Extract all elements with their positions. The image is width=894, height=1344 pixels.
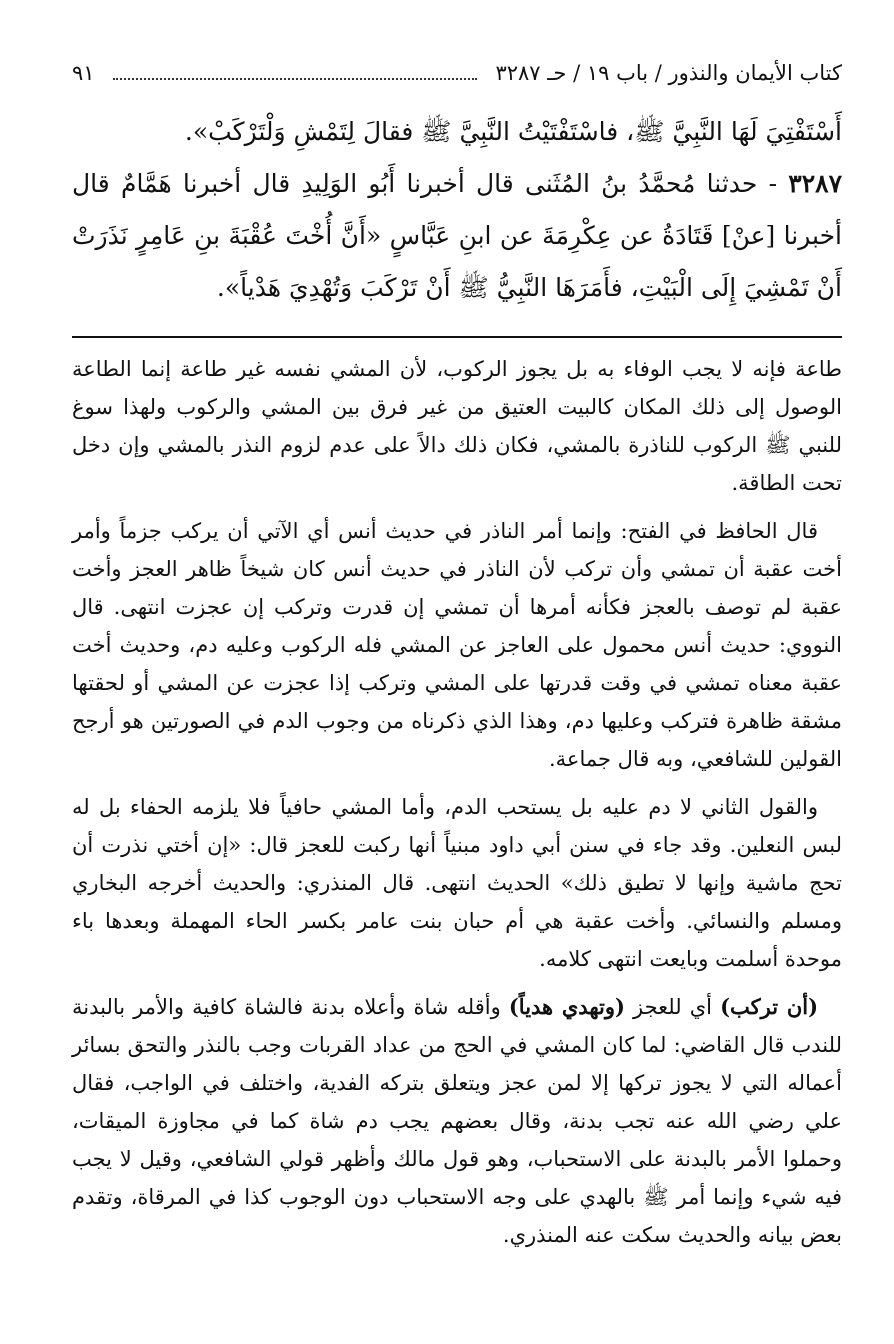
lemma-wa-tuhdi: (وتهدي هدياً) bbox=[508, 994, 625, 1019]
commentary-paragraph-3: والقول الثاني لا دم عليه بل يستحب الدم، وأما المشي حافياً فلا يلزمه الحفاء بل له لبس النعلين. وقد جاء في سنن أبي داود مبنياً أنها ركبت للعجز قال: «إن أختي نذرت أن تحج ماشية وإنها لا تطيق ذلك» الحديث انتهى. قال المنذري: والحديث أخرجه البخاري ومسلم والنسائي. وأخت عقبة هي أم حبان بنت عامر بكسر الحاء المهملة وبعدها باء موحدة أسلمت وبايعت انتهى كلامه. bbox=[72, 795, 842, 971]
hadith-dash: - bbox=[757, 169, 789, 198]
commentary-paragraph-4 bbox=[72, 988, 842, 1254]
commentary-text: أي للعجز bbox=[624, 995, 721, 1019]
hadith-3287 bbox=[72, 158, 842, 314]
hadith-block bbox=[72, 106, 842, 314]
lemma-an-tarkab: (أن تركب) bbox=[720, 994, 819, 1019]
book-page bbox=[72, 58, 842, 1264]
commentary-paragraph-2: قال الحافظ في الفتح: وإنما أمر الناذر في حديث أنس أي الآتي أن يركب جزماً وأمر أخت عقبة أن تمشي وأن تركب لأن الناذر في حديث أنس كان شيخاً ظاهر العجز وأخت عقبة لم توصف بالعجز فكأنه أمرها أن تمشي إن قدرت وتركب إن عجزت انتهى. قال النووي: حديث أنس محمول على العاجز عن المشي فله الركوب وعليه دم، وحديث أخت عقبة معناه تمشي في وقت قدرتها على المشي وتركب إذا عجزت عن المشي أو لحقتها مشقة ظاهرة فتركب وعليها دم، وهذا الذي ذكرناه من وجوب الدم في الصورتين هو أرجح القولين للشافعي، وبه قال جماعة. bbox=[72, 519, 842, 771]
commentary-text: وأقله شاة وأعلاه بدنة فالشاة كافية والأمر بالبدنة للندب قال القاضي: لما كان المشي في الحج من عداد القربات وجب بالنذر والتحق بسائر أعماله التي لا يجوز تركها إلا لمن عجز ويتعلق بتركه الفدية، واختلف في الواجب، فقال علي رضي الله عنه تجب بدنة، وقال بعضهم يجب دم شاة كما في مجاوزة الميقات، وحملوا الأمر بالبدنة على الاستحباب، وهو قول مالك وأظهر قولي الشافعي، وقيل لا يجب فيه شيء وإنما أمر ﷺ بالهدي على وجه الاستحباب دون الوجوب كذا في المرقاة، وتقدم بعض بيانه والحديث سكت عنه المنذري. bbox=[72, 995, 842, 1247]
commentary-block bbox=[72, 350, 842, 1254]
page-number: ٩١ bbox=[72, 61, 95, 85]
commentary-paragraph-1: طاعة فإنه لا يجب الوفاء به بل يجوز الركوب، لأن المشي نفسه غير طاعة إنما الطاعة الوصول إلى ذلك المكان كالبيت العتيق من غير فرق بين المشي والركوب ولهذا سوغ للنبي ﷺ الركوب للناذرة بالمشي، فكان ذلك دالاً على عدم لزوم النذر بالمشي وإن دخل تحت الطاقة. bbox=[72, 357, 842, 495]
header-dot-leader bbox=[113, 78, 478, 80]
hadith-text: حدثنا مُحمَّدُ بنُ المُثَنى قال أخبرنا أَبُو الوَلِيدِ قال أخبرنا هَمَّامٌ قال أخبرنا [عنْ] قَتَادَةُ عن عِكْرِمَةَ عن ابنِ عَبَّاسٍ «أَنَّ أُخْتَ عُقْبَةَ بنِ عَامِرٍ نَذَرَتْ أَنْ تَمْشِيَ إِلَى الْبَيْتِ، فأَمَرَهَا النَّبِيُّ ﷺ أَنْ تَرْكَبَ وَتُهْدِيَ هَدْياً». bbox=[72, 169, 842, 302]
hadith-number: ٣٢٨٧ bbox=[788, 169, 842, 198]
hadith-continuation: أَسْتَفْتِيَ لَهَا النَّبِيَّ ﷺ، فاسْتَفْتَيْتُ النَّبِيَّ ﷺ فقالَ لِتَمْشِ وَلْتَرْكَبْ». bbox=[184, 117, 842, 146]
running-header bbox=[72, 58, 842, 92]
header-title: كتاب الأيمان والنذور / باب ١٩ / حـ ٣٢٨٧ bbox=[495, 61, 842, 85]
footnote-divider bbox=[72, 336, 842, 338]
